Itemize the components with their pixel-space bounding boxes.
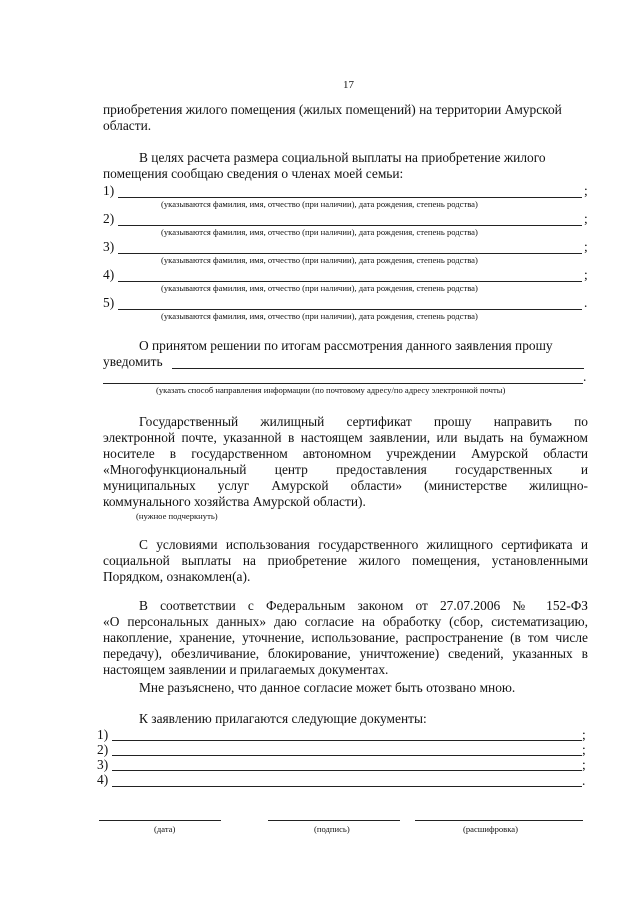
conditions-paragraph-line: Порядком, ознакомлен(а).: [103, 569, 251, 584]
conditions-paragraph-line: социальной выплаты на приобретение жилого помещения, установленными: [103, 553, 588, 568]
family-member-field-4[interactable]: [118, 281, 582, 282]
family-hint: (указываются фамилия, имя, отчество (при наличии), дата рождения, степень родства): [161, 199, 478, 209]
consent-paragraph-line: накопление, хранение, уточнение, использование, распространение (в том числе: [103, 630, 588, 645]
date-label: (дата): [154, 824, 176, 834]
family-item-number: 1): [103, 183, 115, 198]
family-item-end: ;: [584, 267, 588, 282]
signature-field[interactable]: [268, 820, 400, 821]
decode-label: (расшифровка): [463, 824, 518, 834]
notify-paragraph-line: О принятом решении по итогам рассмотрения данного заявления прошу: [139, 338, 553, 353]
certificate-paragraph-line: муниципальных услуг Амурской области» (министерстве жилищно-: [103, 478, 588, 493]
document-field-4[interactable]: [112, 786, 582, 787]
family-item-number: 3): [103, 239, 115, 254]
family-member-field-1[interactable]: [118, 197, 582, 198]
family-paragraph-line: помещения сообщаю сведения о членах моей семьи:: [103, 166, 404, 181]
family-item-number: 2): [103, 211, 115, 226]
page-number: 17: [343, 79, 354, 91]
certificate-paragraph-line: Государственный жилищный сертификат прошу направить по: [139, 414, 588, 429]
certificate-paragraph-line: «Многофункциональный центр предоставления государственных и: [103, 462, 588, 477]
family-member-field-5[interactable]: [118, 309, 582, 310]
consent-paragraph-line: «О персональных данных» даю согласие на обработку (сбор, систематизацию,: [103, 614, 588, 629]
signature-label: (подпись): [314, 824, 350, 834]
notify-paragraph-line: уведомить: [103, 354, 163, 369]
document-item-number: 3): [97, 757, 109, 772]
notify-hint: (указать способ направления информации (по почтовому адресу/по адресу электронной почты): [156, 385, 506, 395]
conditions-paragraph-line: С условиями использования государственного жилищного сертификата и: [139, 537, 588, 552]
consent-paragraph-line: передачу), обезличивание, блокирование, уничтожение) сведений, указанных в: [103, 646, 588, 661]
family-member-field-2[interactable]: [118, 225, 582, 226]
intro-line: области.: [103, 118, 152, 133]
certificate-paragraph-line: электронной почте, указанной в настоящем заявлении, или выдать на бумажном: [103, 430, 588, 445]
notify-method-field-2[interactable]: [103, 383, 583, 384]
notify-method-field[interactable]: [172, 368, 584, 369]
family-hint: (указываются фамилия, имя, отчество (при наличии), дата рождения, степень родства): [161, 255, 478, 265]
family-item-number: 4): [103, 267, 115, 282]
document-item-end: .: [582, 773, 586, 788]
consent-paragraph-line: настоящем заявлении и прилагаемых документах.: [103, 662, 389, 677]
documents-title: К заявлению прилагаются следующие документы:: [139, 711, 427, 726]
family-item-end: ;: [584, 183, 588, 198]
intro-line: приобретения жилого помещения (жилых помещений) на территории Амурской: [103, 102, 562, 117]
document-item-end: ;: [582, 757, 586, 772]
family-hint: (указываются фамилия, имя, отчество (при наличии), дата рождения, степень родства): [161, 283, 478, 293]
document-item-end: ;: [582, 727, 586, 742]
certificate-paragraph-line: носителе в государственном автономном учреждении Амурской области: [103, 446, 588, 461]
family-item-end: ;: [584, 211, 588, 226]
family-hint: (указываются фамилия, имя, отчество (при наличии), дата рождения, степень родства): [161, 227, 478, 237]
certificate-paragraph-line: коммунального хозяйства Амурской области).: [103, 494, 366, 509]
date-field[interactable]: [99, 820, 221, 821]
family-item-end: .: [584, 295, 588, 310]
consent-paragraph-line: В соответствии с Федеральным законом от 27.07.2006 № 152-ФЗ: [139, 598, 588, 613]
consent-paragraph-line: Мне разъяснено, что данное согласие может быть отозвано мною.: [139, 680, 516, 695]
document-item-number: 2): [97, 742, 109, 757]
notify-end: .: [583, 369, 587, 384]
family-hint: (указываются фамилия, имя, отчество (при наличии), дата рождения, степень родства): [161, 311, 478, 321]
family-paragraph-line: В целях расчета размера социальной выплаты на приобретение жилого: [139, 150, 546, 165]
document-field-2[interactable]: [112, 755, 582, 756]
certificate-hint: (нужное подчеркнуть): [136, 511, 218, 521]
document-item-end: ;: [582, 742, 586, 757]
family-item-number: 5): [103, 295, 115, 310]
document-item-number: 1): [97, 727, 109, 742]
document-field-1[interactable]: [112, 740, 582, 741]
decode-field[interactable]: [415, 820, 583, 821]
document-item-number: 4): [97, 772, 109, 787]
document-field-3[interactable]: [112, 770, 582, 771]
family-item-end: ;: [584, 239, 588, 254]
family-member-field-3[interactable]: [118, 253, 582, 254]
